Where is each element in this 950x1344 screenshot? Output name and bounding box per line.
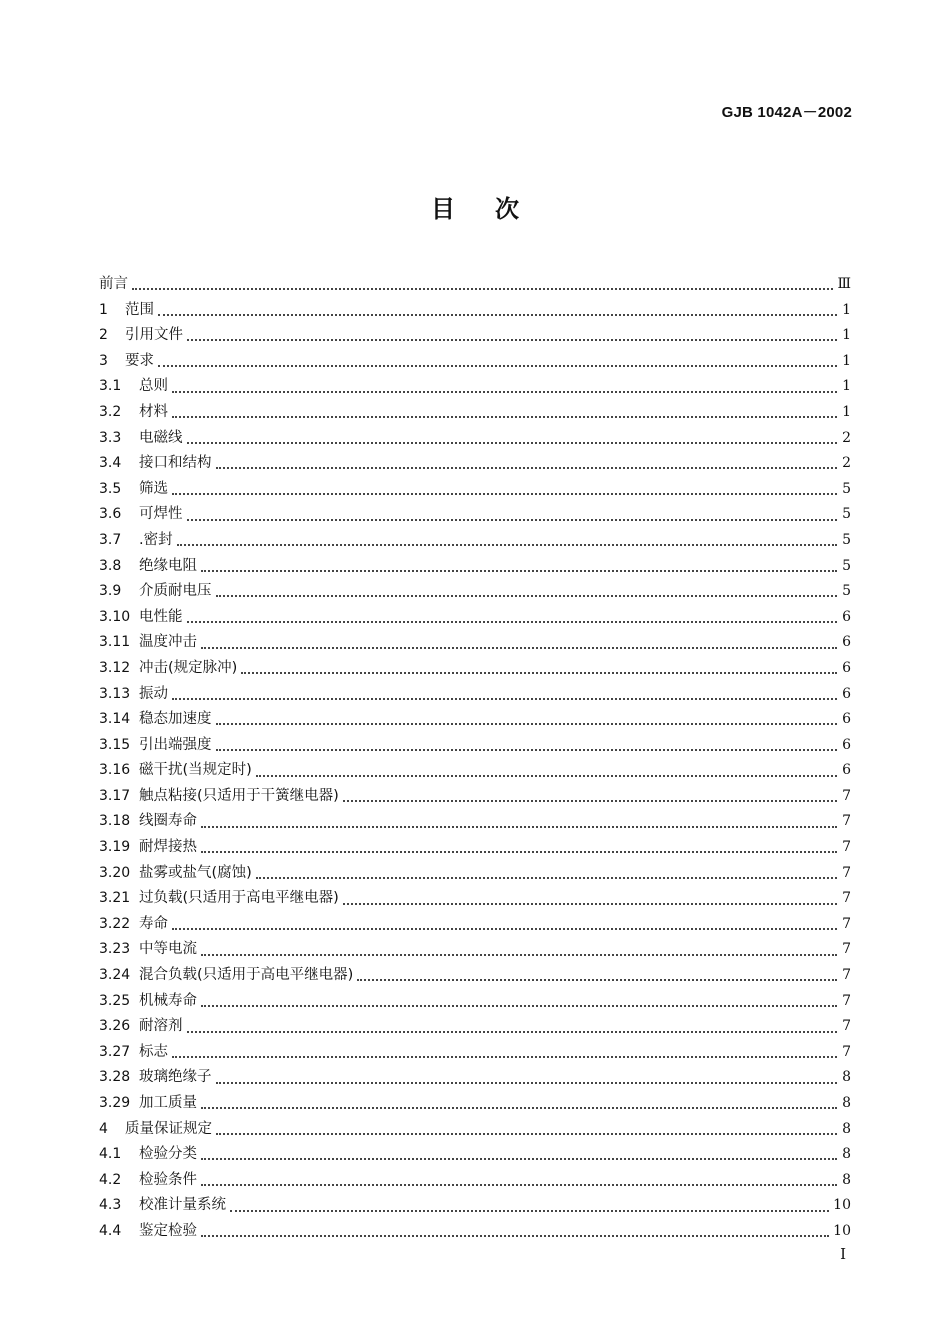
toc-entry-title: 中等电流 bbox=[139, 941, 197, 958]
toc-dot-leader bbox=[201, 646, 837, 649]
toc-entry-title: 寿命 bbox=[139, 915, 168, 932]
toc-entry-page: 5 bbox=[842, 531, 851, 548]
toc-entry-title: 机械寿命 bbox=[139, 992, 197, 1009]
toc-entry[interactable] bbox=[99, 682, 851, 708]
toc-entry-number: 3.14 bbox=[99, 711, 131, 728]
toc-dot-leader bbox=[201, 1183, 837, 1186]
toc-dot-leader bbox=[132, 287, 833, 290]
title-part-2: 次 bbox=[495, 195, 519, 223]
toc-entry-title: 耐焊接热 bbox=[139, 839, 197, 856]
toc-entry-page: 10 bbox=[833, 1197, 851, 1214]
toc-entry[interactable] bbox=[99, 656, 851, 682]
toc-dot-leader bbox=[187, 620, 838, 623]
toc-entry[interactable] bbox=[99, 1193, 851, 1219]
toc-entry-number: 3.22 bbox=[99, 915, 131, 932]
toc-entry-number: 3.16 bbox=[99, 762, 131, 779]
toc-entry[interactable] bbox=[99, 733, 851, 759]
toc-dot-leader bbox=[158, 364, 837, 367]
toc-dot-leader bbox=[357, 978, 837, 981]
toc-entry-page: 7 bbox=[842, 813, 851, 830]
toc-entry-page: 5 bbox=[842, 480, 851, 497]
toc-dot-leader bbox=[172, 1055, 837, 1058]
toc-entry[interactable] bbox=[99, 1091, 851, 1117]
toc-dot-leader bbox=[172, 390, 837, 393]
toc-entry-number: 3.17 bbox=[99, 787, 131, 804]
toc-entry-number: 3.26 bbox=[99, 1018, 131, 1035]
toc-entry-page: 10 bbox=[833, 1222, 851, 1239]
toc-entry-number: 4.2 bbox=[99, 1171, 122, 1188]
toc-entry-page: 7 bbox=[842, 1018, 851, 1035]
toc-entry-page: 8 bbox=[842, 1095, 851, 1111]
toc-entry[interactable] bbox=[99, 579, 851, 605]
toc-entry-page: 2 bbox=[842, 429, 851, 446]
toc-dot-leader bbox=[241, 671, 837, 674]
toc-dot-leader bbox=[201, 850, 837, 853]
toc-entry[interactable] bbox=[99, 861, 851, 887]
toc-entry[interactable] bbox=[99, 758, 851, 784]
toc-entry[interactable] bbox=[99, 374, 851, 400]
toc-entry-title: 要求 bbox=[125, 352, 154, 369]
toc-entry-title: 介质耐电压 bbox=[139, 583, 212, 600]
toc-entry-number: 3.9 bbox=[99, 583, 122, 600]
toc-dot-leader bbox=[216, 1081, 838, 1084]
toc-entry-number: 3.1 bbox=[99, 378, 122, 395]
toc-entry-page: 7 bbox=[842, 915, 851, 932]
page-title bbox=[0, 189, 950, 224]
toc-entry-page: 1 bbox=[842, 301, 851, 318]
toc-entry-page: 7 bbox=[842, 864, 851, 881]
toc-entry-page: 2 bbox=[842, 455, 851, 472]
toc-entry-number: 3.27 bbox=[99, 1043, 131, 1060]
toc-dot-leader bbox=[172, 927, 837, 930]
toc-entry[interactable] bbox=[99, 963, 851, 989]
toc-entry-title: 电磁线 bbox=[139, 429, 183, 446]
toc-entry-page: 6 bbox=[842, 762, 851, 779]
toc-entry-page: 7 bbox=[842, 967, 851, 984]
toc-entry-title: 温度冲击 bbox=[139, 634, 197, 651]
toc-entry-number: 3.15 bbox=[99, 736, 131, 753]
toc-entry-page: 1 bbox=[842, 327, 851, 344]
toc-dot-leader bbox=[172, 415, 837, 418]
toc-entry-page: 7 bbox=[842, 1043, 851, 1060]
toc-entry[interactable] bbox=[99, 298, 851, 324]
toc-dot-leader bbox=[187, 338, 837, 341]
toc-entry-number: 3.5 bbox=[99, 480, 122, 497]
toc-entry-page: 7 bbox=[842, 839, 851, 856]
toc-entry-number: 3.3 bbox=[99, 429, 122, 446]
toc-entry-number: 3.23 bbox=[99, 941, 131, 958]
toc-entry[interactable] bbox=[99, 400, 851, 426]
toc-dot-leader bbox=[256, 774, 837, 777]
toc-entry[interactable] bbox=[99, 1065, 851, 1091]
toc-entry-page: 6 bbox=[842, 634, 851, 651]
toc-entry-number: 4 bbox=[99, 1120, 108, 1137]
toc-entry-page: 6 bbox=[842, 608, 851, 625]
toc-entry-page: Ⅲ bbox=[837, 276, 851, 292]
toc-entry[interactable] bbox=[99, 630, 851, 656]
toc-entry-number: 3.29 bbox=[99, 1095, 131, 1111]
toc-entry-number: 3.13 bbox=[99, 685, 131, 702]
toc-entry-number: 4.4 bbox=[99, 1222, 122, 1239]
toc-entry-title: 加工质量 bbox=[139, 1095, 197, 1111]
toc-entry-title: 电性能 bbox=[139, 608, 183, 625]
toc-entry-number: 3.12 bbox=[99, 659, 131, 676]
toc-entry-number: 3.25 bbox=[99, 992, 131, 1009]
toc-entry-page: 5 bbox=[842, 506, 851, 523]
toc-entry[interactable] bbox=[99, 1117, 851, 1143]
toc-dot-leader bbox=[216, 1132, 837, 1135]
toc-entry[interactable] bbox=[99, 451, 851, 477]
toc-dot-leader bbox=[216, 722, 838, 725]
document-code: GJB 1042A－2002 bbox=[721, 104, 852, 121]
toc-entry-number: 3.11 bbox=[99, 634, 131, 651]
toc-entry-title: 标志 bbox=[139, 1043, 168, 1060]
toc-entry-number: 2 bbox=[99, 327, 108, 344]
toc-entry[interactable] bbox=[99, 1014, 851, 1040]
toc-entry-title: 检验分类 bbox=[139, 1146, 197, 1163]
toc-entry-page: 1 bbox=[842, 378, 851, 395]
toc-entry[interactable] bbox=[99, 784, 851, 810]
toc-entry-page: 7 bbox=[842, 787, 851, 804]
toc-entry-page: 5 bbox=[842, 557, 851, 574]
toc-entry-title: 可焊性 bbox=[139, 506, 183, 523]
toc-dot-leader bbox=[172, 697, 837, 700]
toc-entry-title: 筛选 bbox=[139, 480, 168, 497]
toc-entry-title: 过负载(只适用于高电平继电器) bbox=[139, 890, 339, 907]
toc-entry[interactable] bbox=[99, 605, 851, 631]
toc-dot-leader bbox=[216, 466, 838, 469]
toc-entry-number: 3.18 bbox=[99, 813, 131, 830]
toc-dot-leader bbox=[216, 594, 838, 597]
toc-dot-leader bbox=[187, 518, 838, 521]
toc-entry-title: 引用文件 bbox=[125, 327, 183, 344]
toc-entry-page: 7 bbox=[842, 941, 851, 958]
toc-entry-title: 范围 bbox=[125, 301, 154, 318]
toc-entry[interactable] bbox=[99, 1168, 851, 1194]
toc-entry-number: 3.8 bbox=[99, 557, 122, 574]
toc-dot-leader bbox=[201, 1234, 829, 1237]
toc-entry-page: 1 bbox=[842, 403, 851, 420]
toc-entry-page: 6 bbox=[842, 711, 851, 728]
toc-dot-leader bbox=[201, 825, 837, 828]
toc-entry[interactable] bbox=[99, 835, 851, 861]
toc-entry[interactable] bbox=[99, 502, 851, 528]
toc-entry[interactable] bbox=[99, 272, 851, 298]
toc-dot-leader bbox=[201, 569, 837, 572]
toc-entry-page: 7 bbox=[842, 992, 851, 1009]
toc-entry-page: 8 bbox=[842, 1069, 851, 1086]
toc-entry-number: 3.20 bbox=[99, 864, 131, 881]
toc-entry-title: 绝缘电阻 bbox=[139, 557, 197, 574]
toc-entry[interactable] bbox=[99, 323, 851, 349]
toc-entry-title: 混合负载(只适用于高电平继电器) bbox=[139, 967, 354, 984]
toc-entry-title: 鉴定检验 bbox=[139, 1222, 197, 1239]
toc-entry-number: 3.21 bbox=[99, 890, 131, 907]
toc-entry-title: 耐溶剂 bbox=[139, 1018, 183, 1035]
toc-entry-page: 8 bbox=[842, 1171, 851, 1188]
toc-dot-leader bbox=[201, 1004, 837, 1007]
toc-dot-leader bbox=[187, 1030, 838, 1033]
toc-entry[interactable] bbox=[99, 349, 851, 375]
toc-entry-title: 触点粘接(只适用于干簧继电器) bbox=[139, 787, 339, 804]
toc-entry[interactable] bbox=[99, 477, 851, 503]
toc-entry[interactable] bbox=[99, 989, 851, 1015]
toc-entry-title: 材料 bbox=[139, 403, 168, 420]
toc-entry-page: 6 bbox=[842, 685, 851, 702]
toc-entry[interactable] bbox=[99, 809, 851, 835]
toc-dot-leader bbox=[201, 953, 837, 956]
toc-entry-page: 7 bbox=[842, 890, 851, 907]
toc-entry[interactable] bbox=[99, 937, 851, 963]
toc-dot-leader bbox=[187, 441, 838, 444]
toc-entry-title: 磁干扰(当规定时) bbox=[139, 762, 252, 779]
toc-entry-title: 稳态加速度 bbox=[139, 711, 212, 728]
toc-entry[interactable] bbox=[99, 707, 851, 733]
toc-entry-title: 校准计量系统 bbox=[139, 1197, 226, 1214]
toc-dot-leader bbox=[343, 902, 837, 905]
toc-entry-title: 盐雾或盐气(腐蚀) bbox=[139, 864, 252, 881]
toc-entry-number: 3.10 bbox=[99, 608, 131, 625]
toc-entry-number: 3.19 bbox=[99, 839, 131, 856]
toc-entry-page: 8 bbox=[842, 1146, 851, 1163]
toc-dot-leader bbox=[158, 313, 837, 316]
toc-entry-title: 线圈寿命 bbox=[139, 813, 197, 830]
toc-entry[interactable] bbox=[99, 1219, 851, 1245]
title-part-1: 目 bbox=[431, 195, 455, 223]
toc-entry-number: 3.28 bbox=[99, 1069, 131, 1086]
toc-entry[interactable] bbox=[99, 528, 851, 554]
toc-entry-title: 前言 bbox=[99, 276, 128, 292]
toc-entry[interactable] bbox=[99, 426, 851, 452]
toc-dot-leader bbox=[172, 492, 837, 495]
toc-entry-title: 接口和结构 bbox=[139, 455, 212, 472]
toc-entry[interactable] bbox=[99, 1142, 851, 1168]
toc-dot-leader bbox=[216, 748, 838, 751]
toc-dot-leader bbox=[201, 1106, 837, 1109]
toc-entry-page: 6 bbox=[842, 736, 851, 753]
toc-entry-title: 冲击(规定脉冲) bbox=[139, 659, 238, 676]
toc-entry-number: 3.4 bbox=[99, 455, 122, 472]
toc-dot-leader bbox=[343, 799, 837, 802]
toc-entry-title: 质量保证规定 bbox=[125, 1120, 212, 1137]
toc-entry-page: 5 bbox=[842, 583, 851, 600]
table-of-contents bbox=[99, 272, 851, 1245]
toc-entry-title: 玻璃绝缘子 bbox=[139, 1069, 212, 1086]
toc-entry-number: 3.2 bbox=[99, 403, 122, 420]
toc-entry-title: 总则 bbox=[139, 378, 168, 395]
toc-dot-leader bbox=[177, 543, 837, 546]
toc-dot-leader bbox=[201, 1157, 837, 1160]
toc-entry-number: 3.7 bbox=[99, 531, 122, 548]
toc-entry-page: 1 bbox=[842, 352, 851, 369]
toc-entry-title: 检验条件 bbox=[139, 1171, 197, 1188]
toc-entry[interactable] bbox=[99, 1040, 851, 1066]
toc-dot-leader bbox=[230, 1209, 829, 1212]
toc-entry-number: 3 bbox=[99, 352, 108, 369]
toc-entry-page: 6 bbox=[842, 659, 851, 676]
toc-entry-number: 4.3 bbox=[99, 1197, 122, 1214]
toc-entry-title: .密封 bbox=[139, 531, 173, 548]
toc-entry[interactable] bbox=[99, 554, 851, 580]
toc-entry-title: 振动 bbox=[139, 685, 168, 702]
toc-entry-number: 1 bbox=[99, 301, 108, 318]
toc-entry-number: 3.6 bbox=[99, 506, 122, 523]
page-number: I bbox=[840, 1245, 846, 1263]
toc-entry[interactable] bbox=[99, 886, 851, 912]
toc-entry-number: 4.1 bbox=[99, 1146, 122, 1163]
toc-entry-page: 8 bbox=[842, 1120, 851, 1137]
toc-entry-title: 引出端强度 bbox=[139, 736, 212, 753]
toc-entry[interactable] bbox=[99, 912, 851, 938]
toc-entry-number: 3.24 bbox=[99, 967, 131, 984]
toc-dot-leader bbox=[256, 876, 837, 879]
